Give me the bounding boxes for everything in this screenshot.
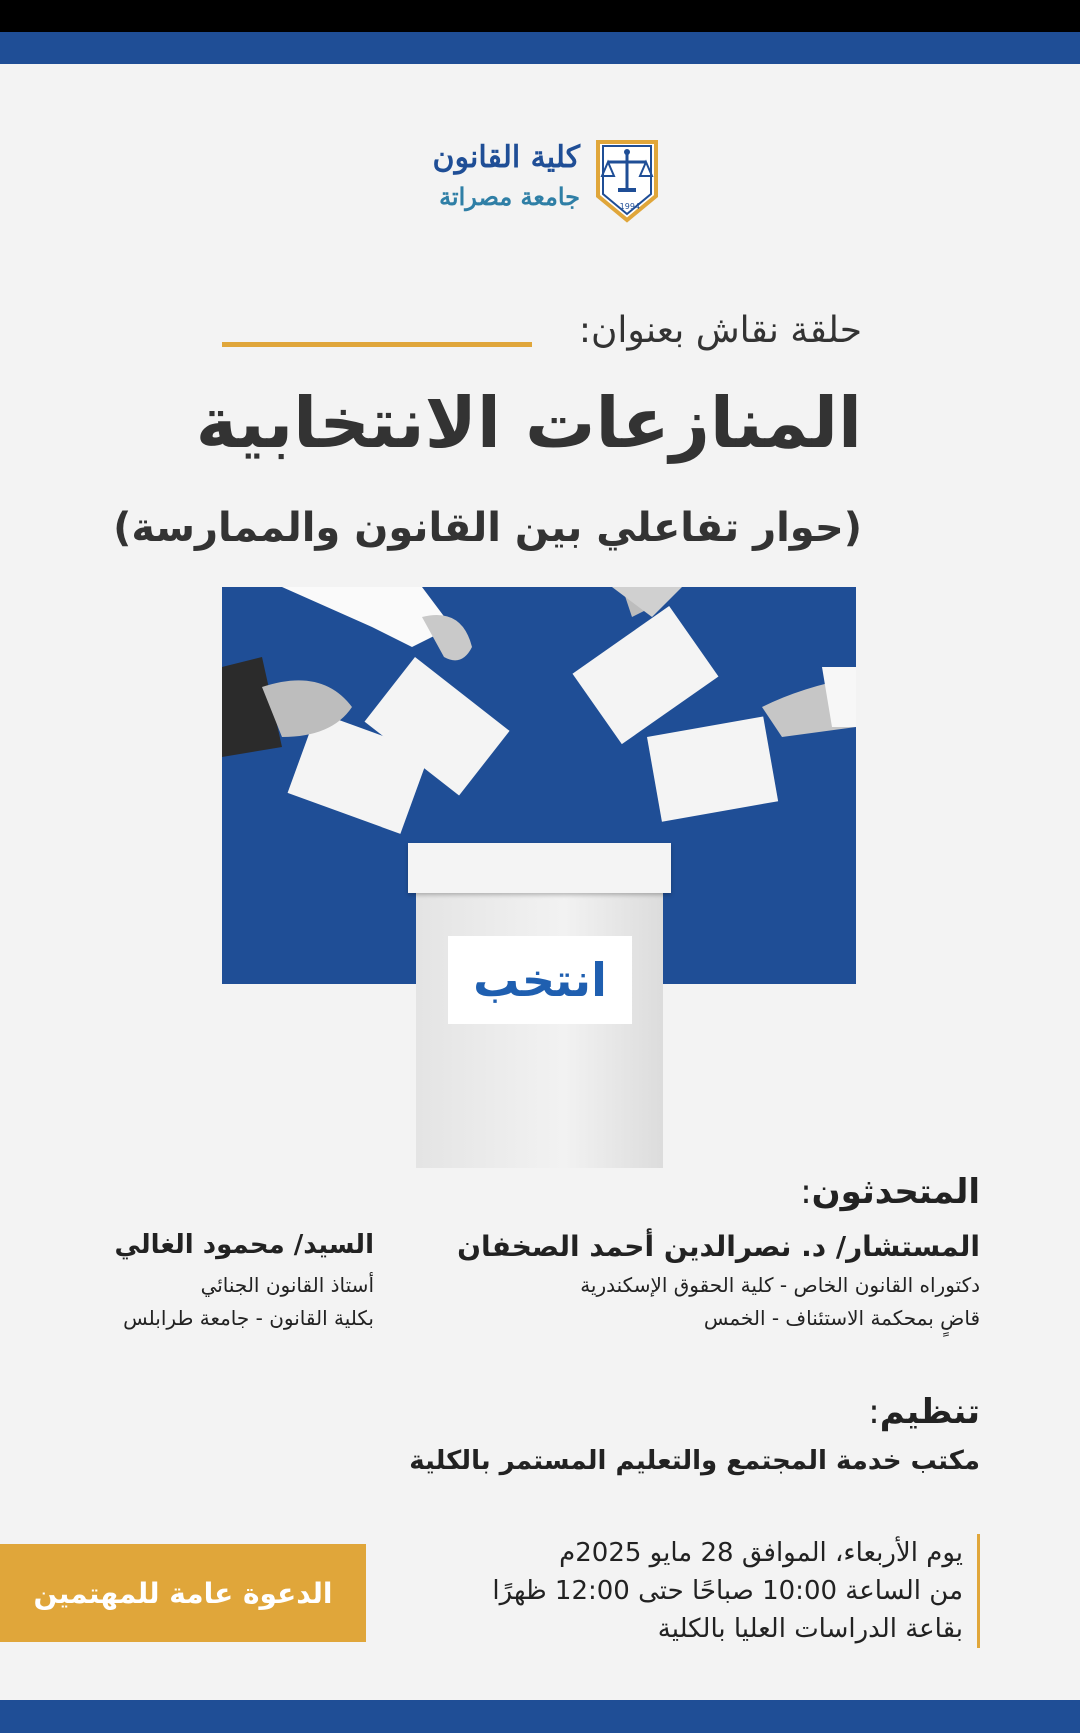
subtitle-row	[222, 310, 862, 360]
invite-badge: الدعوة عامة للمهتمين	[0, 1544, 366, 1642]
ballot-paper	[572, 606, 718, 744]
speakers-heading: المتحدثون:	[800, 1172, 980, 1212]
schedule-time: من الساعة 10:00 صباحًا حتى 12:00 ظهرًا	[492, 1576, 963, 1606]
logo-faculty-name: كلية القانون	[432, 140, 580, 175]
page-subtitle: (حوار تفاعلي بين القانون والممارسة)	[113, 505, 862, 551]
logo-university-name: جامعة مصراتة	[439, 182, 580, 211]
faculty-logo	[420, 132, 660, 232]
event-type: حلقة نقاش بعنوان:	[578, 310, 862, 351]
scales-of-justice-icon	[594, 138, 660, 224]
ballot-box-body	[416, 891, 663, 1168]
ballot-box-label: انتخب	[448, 936, 632, 1024]
schedule-block	[492, 1534, 980, 1648]
hand	[282, 587, 472, 660]
ballot-box	[408, 843, 671, 1168]
hand	[762, 667, 856, 737]
speaker-1-position: قاضٍ بمحكمة الاستئناف - الخمس	[703, 1306, 980, 1330]
ballot-paper	[647, 717, 778, 822]
organizer-heading: تنظيم:	[868, 1392, 980, 1432]
page-title: المنازعات الانتخابية	[195, 382, 862, 464]
speaker-2-credential: أستاذ القانون الجنائي	[200, 1273, 374, 1297]
organizer-value: مكتب خدمة المجتمع والتعليم المستمر بالكلية	[409, 1446, 980, 1476]
speaker-2-position: بكلية القانون - جامعة طرابلس	[123, 1306, 374, 1330]
speaker-1-name: المستشار/ د. نصرالدين أحمد الصخفان	[457, 1230, 980, 1263]
bottom-brand-bar	[0, 1700, 1080, 1733]
schedule-venue: بقاعة الدراسات العليا بالكلية	[657, 1614, 963, 1644]
accent-divider	[222, 342, 532, 347]
speaker-2-name: السيد/ محمود الغالي	[114, 1230, 374, 1260]
speaker-1-credential: دكتوراه القانون الخاص - كلية الحقوق الإسكندرية	[580, 1273, 980, 1297]
logo-year: 1994	[619, 202, 640, 211]
ballot-box-lid	[408, 843, 671, 893]
schedule-date: يوم الأربعاء، الموافق 28 مايو 2025م	[559, 1538, 963, 1568]
top-brand-bar	[0, 32, 1080, 64]
status-strip	[0, 0, 1080, 32]
